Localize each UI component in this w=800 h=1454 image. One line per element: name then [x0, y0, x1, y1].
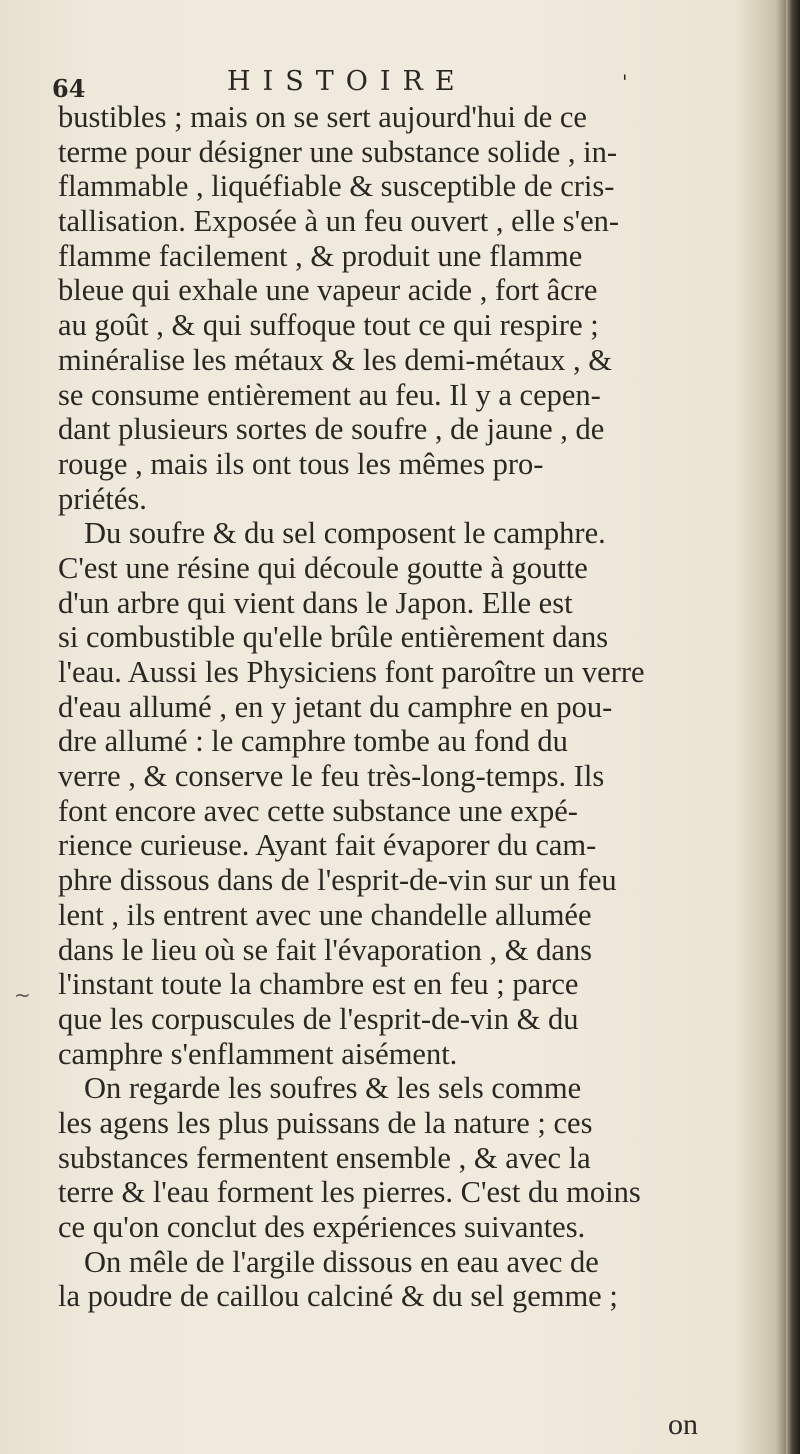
text-line: les agens les plus puissans de la nature ; ces [58, 1105, 593, 1140]
body-text [58, 100, 748, 1314]
running-mark: ' [622, 70, 628, 94]
text-line: tallisation. Exposée à un feu ouvert , elle s'en- [58, 204, 620, 239]
text-line: verre , & conserve le feu très-long-temps. Ils [58, 759, 605, 794]
text-line: dans le lieu où se fait l'évaporation , & dans [58, 932, 593, 967]
text-line: d'un arbre qui vient dans le Japon. Elle est [58, 585, 573, 620]
text-line: bustibles ; mais on se sert aujourd'hui de ce [58, 100, 587, 134]
text-line: flammable , liquéfiable & susceptible de cris- [58, 169, 615, 204]
text-line: flamme facilement , & produit une flamme [58, 238, 583, 273]
text-line: dre allumé : le camphre tombe au fond du [58, 724, 568, 759]
text-line: phre dissous dans de l'esprit-de-vin sur un feu [58, 863, 617, 898]
text-line: font encore avec cette substance une expé- [58, 793, 578, 828]
page-number: 64 [52, 74, 86, 103]
catchword: on [668, 1408, 698, 1441]
text-line: camphre s'enflamment aisément. [58, 1036, 458, 1071]
text-line: terre & l'eau forment les pierres. C'est du moins [58, 1175, 641, 1210]
text-line: ce qu'on conclut des expériences suivantes. [58, 1210, 586, 1244]
text-line: terme pour désigner une substance solide , in- [58, 134, 618, 169]
text-line: si combustible qu'elle brûle entièrement dans [58, 620, 609, 655]
text-line: se consume entièrement au feu. Il y a cepen- [58, 377, 601, 412]
paragraph-start: On regarde les soufres & les sels comme [84, 1071, 582, 1106]
text-line: substances fermentent ensemble , & avec la [58, 1140, 591, 1175]
text-line: lent , ils entrent avec une chandelle allumée [58, 897, 592, 932]
running-title: HISTOIRE [227, 66, 467, 97]
text-line: l'instant toute la chambre est en feu ; parce [58, 967, 579, 1002]
text-line: C'est une résine qui découle goutte à goutte [58, 550, 588, 585]
text-line: priétés. [58, 481, 147, 516]
text-line: la poudre de caillou calciné & du sel gemme ; [58, 1279, 618, 1314]
paragraph-start: On mêle de l'argile dissous en eau avec de [84, 1244, 599, 1279]
margin-mark: ~ [14, 983, 31, 1007]
text-line: au goût , & qui suffoque tout ce qui respire ; [58, 308, 599, 343]
text-line: dant plusieurs sortes de soufre , de jaune , de [58, 412, 605, 447]
text-line: rience curieuse. Ayant fait évaporer du cam- [58, 828, 597, 863]
text-line: minéralise les métaux & les demi-métaux , & [58, 342, 612, 377]
binding-edge [786, 0, 800, 1454]
text-line: que les corpuscules de l'esprit-de-vin & du [58, 1001, 579, 1036]
paragraph-start: Du soufre & du sel composent le camphre. [84, 516, 606, 551]
text-line: rouge , mais ils ont tous les mêmes pro- [58, 446, 544, 481]
running-head [52, 66, 732, 102]
text-line: l'eau. Aussi les Physiciens font paroître un verre [58, 655, 645, 689]
text-line: d'eau allumé , en y jetant du camphre en pou- [58, 689, 613, 724]
text-line: bleue qui exhale une vapeur acide , fort âcre [58, 273, 598, 308]
